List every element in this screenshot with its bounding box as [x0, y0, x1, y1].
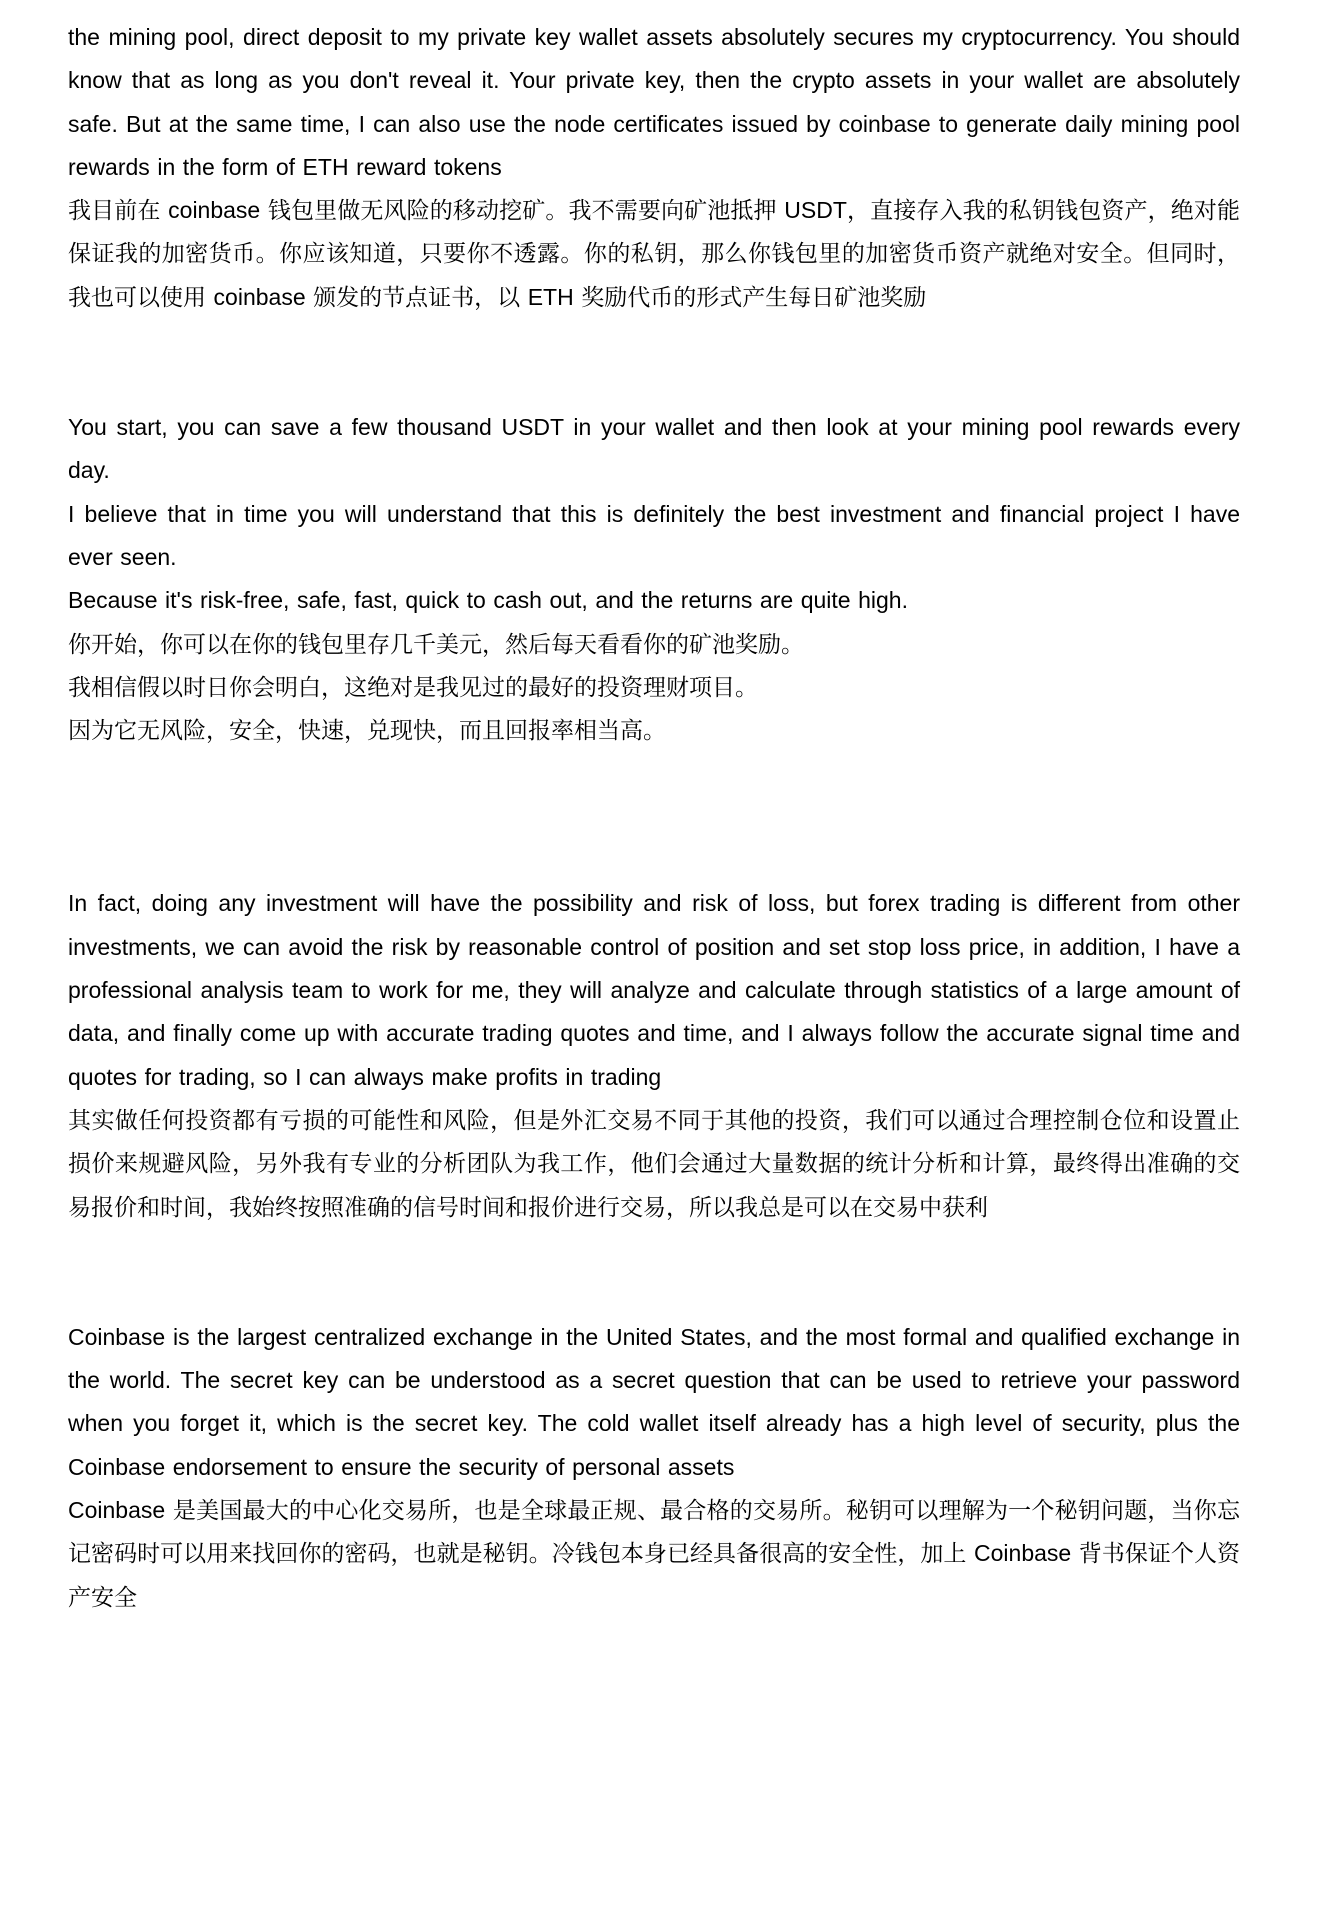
- blank-line-gap: [68, 752, 1240, 882]
- paragraph-i-believe-en: I believe that in time you will understand that this is definitely the best investment and financial project I have ever seen.: [68, 500, 1240, 570]
- blank-line-gap: [68, 319, 1240, 406]
- paragraph-i-believe-zh: 我相信假以时日你会明白，这绝对是我见过的最好的投资理财项目。: [68, 673, 758, 700]
- paragraph-you-start-zh: 你开始，你可以在你的钱包里存几千美元，然后每天看看你的矿池奖励。: [68, 630, 804, 657]
- paragraph-mining-pool-en: the mining pool, direct deposit to my private key wallet assets absolutely secures my cryptocurrency. You should know that as long as you don't reveal it. Your private key, then the crypto assets in your wallet are absolutely safe. But at the same time, I can also use the node certificates issued by coinbase to generate daily mining pool rewards in the form of ETH reward tokens: [68, 24, 1240, 180]
- paragraph-in-fact-en: In fact, doing any investment will have the possibility and risk of loss, but forex trading is different from other investments, we can avoid the risk by reasonable control of position and set stop loss price, in addition, I have a professional analysis team to work for me, they will analyze and calculate through statistics of a large amount of data, and finally come up with accurate trading quotes and time, and I always follow the accurate signal time and quotes for trading, so I can always make profits in trading: [68, 890, 1240, 1090]
- paragraph-coinbase-zh: Coinbase 是美国最大的中心化交易所，也是全球最正规、最合格的交易所。秘钥可以理解为一个秘钥问题，当你忘记密码时可以用来找回你的密码，也就是秘钥。冷钱包本身已经具备很高的安全性，加上 Coinbase 背书保证个人资产安全: [68, 1497, 1240, 1610]
- paragraph-coinbase-en: Coinbase is the largest centralized exchange in the United States, and the most formal and qualified exchange in the world. The secret key can be understood as a secret question that can be used to retrieve your password when you forget it, which is the secret key. The cold wallet itself already has a high level of security, plus the Coinbase endorsement to ensure the security of personal assets: [68, 1323, 1240, 1480]
- paragraph-you-start-en: You start, you can save a few thousand USDT in your wallet and then look at your mining pool rewards every day.: [68, 414, 1240, 484]
- paragraph-mining-pool-zh: 我目前在 coinbase 钱包里做无风险的移动挖矿。我不需要向矿池抵押 USDT，直接存入我的私钥钱包资产，绝对能保证我的加密货币。你应该知道，只要你不透露。你的私钥，那么你钱包里的加密货币资产就绝对安全。但同时，我也可以使用 coinbase 颁发的节点证书，以 ETH 奖励代币的形式产生每日矿池奖励: [68, 197, 1240, 310]
- paragraph-because-zh: 因为它无风险，安全，快速，兑现快，而且回报率相当高。: [68, 717, 666, 744]
- paragraph-because-en: Because it's risk-free, safe, fast, quick to cash out, and the returns are quite high.: [68, 587, 908, 614]
- paragraph-in-fact-zh: 其实做任何投资都有亏损的可能性和风险，但是外汇交易不同于其他的投资，我们可以通过合理控制仓位和设置止损价来规避风险，另外我有专业的分析团队为我工作，他们会通过大量数据的统计分析和计算，最终得出准确的交易报价和时间，我始终按照准确的信号时间和报价进行交易，所以我总是可以在交易中获利: [68, 1106, 1240, 1220]
- blank-line-gap: [68, 1229, 1240, 1316]
